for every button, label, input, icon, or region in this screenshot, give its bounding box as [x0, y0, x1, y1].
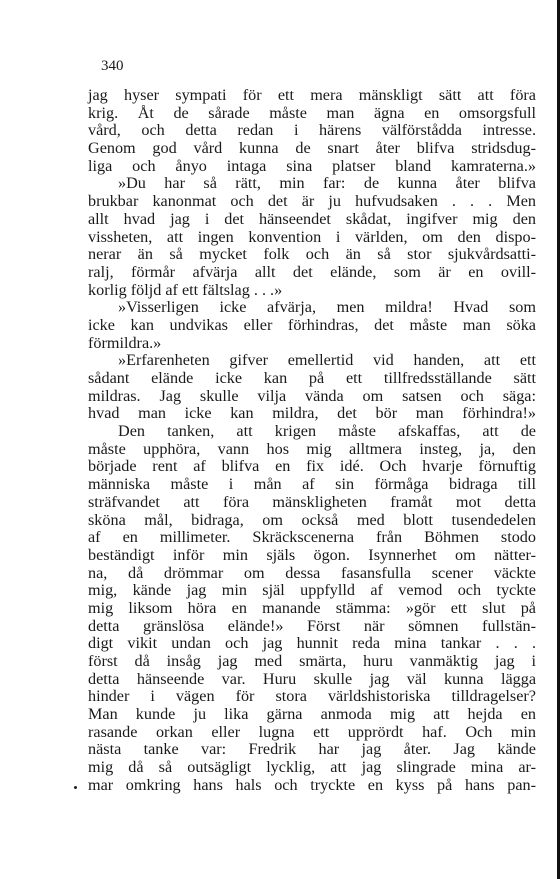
text-line: sådant elände icke kan på ett tillfredsställande sätt	[88, 369, 536, 387]
text-line: hinder i vägen för stora världshistoriska tilldragelser?	[88, 687, 536, 706]
text-line: förmildra.»	[88, 333, 162, 352]
text-line: mig, kände jag min själ uppfylld af vemod och tyckte	[88, 581, 536, 600]
text-line: af en millimeter. Skräckscenerna från Böhmen stodo	[88, 528, 536, 547]
text-line: jag hyser sympati för ett mera mänskligt sätt att föra	[88, 86, 536, 104]
body-text	[88, 87, 536, 795]
text-line: Man kunde ju lika gärna anmoda mig att hejda en	[88, 705, 536, 724]
text-line: »Erfarenheten gifver emellertid vid handen, att ett	[118, 351, 536, 370]
text-line: hvad man icke kan mildra, det bör man förhindra!»	[88, 404, 536, 423]
text-line: först då insåg jag med smärta, huru vanmäktig jag i	[88, 652, 536, 670]
text-line: korlig följd af ett fältslag . . .»	[88, 280, 283, 299]
text-line: ralj, förmår afvärja allt det elände, som är en ovill-	[88, 262, 536, 281]
text-line: nästa tanke var: Fredrik har jag åter. Jag kände	[88, 740, 536, 759]
text-line: började rent af blifva en fix idé. Och hvarje förnuftig	[88, 457, 536, 476]
text-line: allt hvad jag i det hänseendet skådat, ingifver mig den	[88, 209, 536, 228]
text-line: mildras. Jag skulle vilja vända om satsen och säga:	[88, 386, 536, 405]
text-line: nerar än så mycket folk och än så stor sjukvårdsatti-	[88, 245, 536, 264]
text-line: brukbar kanonmat och det är ju hufvudsaken . . . Men	[88, 192, 536, 211]
text-line: detta hänseende var. Huru skulle jag väl kunna lägga	[88, 669, 536, 688]
text-line: människa måste i mån af sin förmåga bidraga till	[88, 475, 536, 494]
text-line: rasande orkan eller lugna ett upprördt haf. Och min	[88, 722, 536, 741]
margin-mark	[74, 786, 77, 789]
text-line: vård, och detta redan i härens välförstådda intresse.	[88, 121, 536, 140]
text-line: beständigt inför min själs ögon. Isynnerhet om nätter-	[88, 545, 536, 564]
text-line: icke kan undvikas eller förhindras, det måste man söka	[88, 315, 536, 334]
text-line: vissheten, att ingen konvention i världen, om den dispo-	[88, 227, 536, 246]
text-line: Den tanken, att krigen måste afskaffas, att de	[118, 422, 536, 441]
text-line: sträfvandet att föra mänskligheten framåt mot detta	[88, 492, 536, 511]
text-line: måste upphöra, vann hos mig alltmera insteg, ja, den	[88, 439, 536, 458]
text-line: »Du har så rätt, min far: de kunna åter blifva	[118, 174, 536, 193]
text-line: mig då så outsägligt lycklig, att jag slingrade mina ar-	[88, 758, 536, 777]
text-line: mig liksom höra en manande stämma: »gör ett slut på	[88, 598, 536, 617]
text-line: na, då drömmar om dessa fasansfulla scener väckte	[88, 563, 536, 582]
text-line: mar omkring hans hals och tryckte en kyss på hans pan-	[88, 775, 536, 794]
text-line: Genom god vård kunna de snart åter blifva stridsdug-	[88, 139, 536, 158]
page-number: 340	[101, 58, 124, 74]
text-line: liga och ånyo intaga sina platser bland kamraterna.»	[88, 156, 536, 175]
text-line: digt vikit undan och jag hunnit reda mina tankar . . .	[88, 634, 536, 653]
text-line: detta gränslösa elände!» Först när sömnen fullstän-	[88, 616, 536, 635]
text-line: sköna mål, bidraga, om också med blott tusendedelen	[88, 510, 536, 529]
text-line: »Visserligen icke afvärja, men mildra! Hvad som	[118, 298, 536, 317]
text-line: krig. Åt de sårade måste man ägna en omsorgsfull	[88, 103, 536, 122]
